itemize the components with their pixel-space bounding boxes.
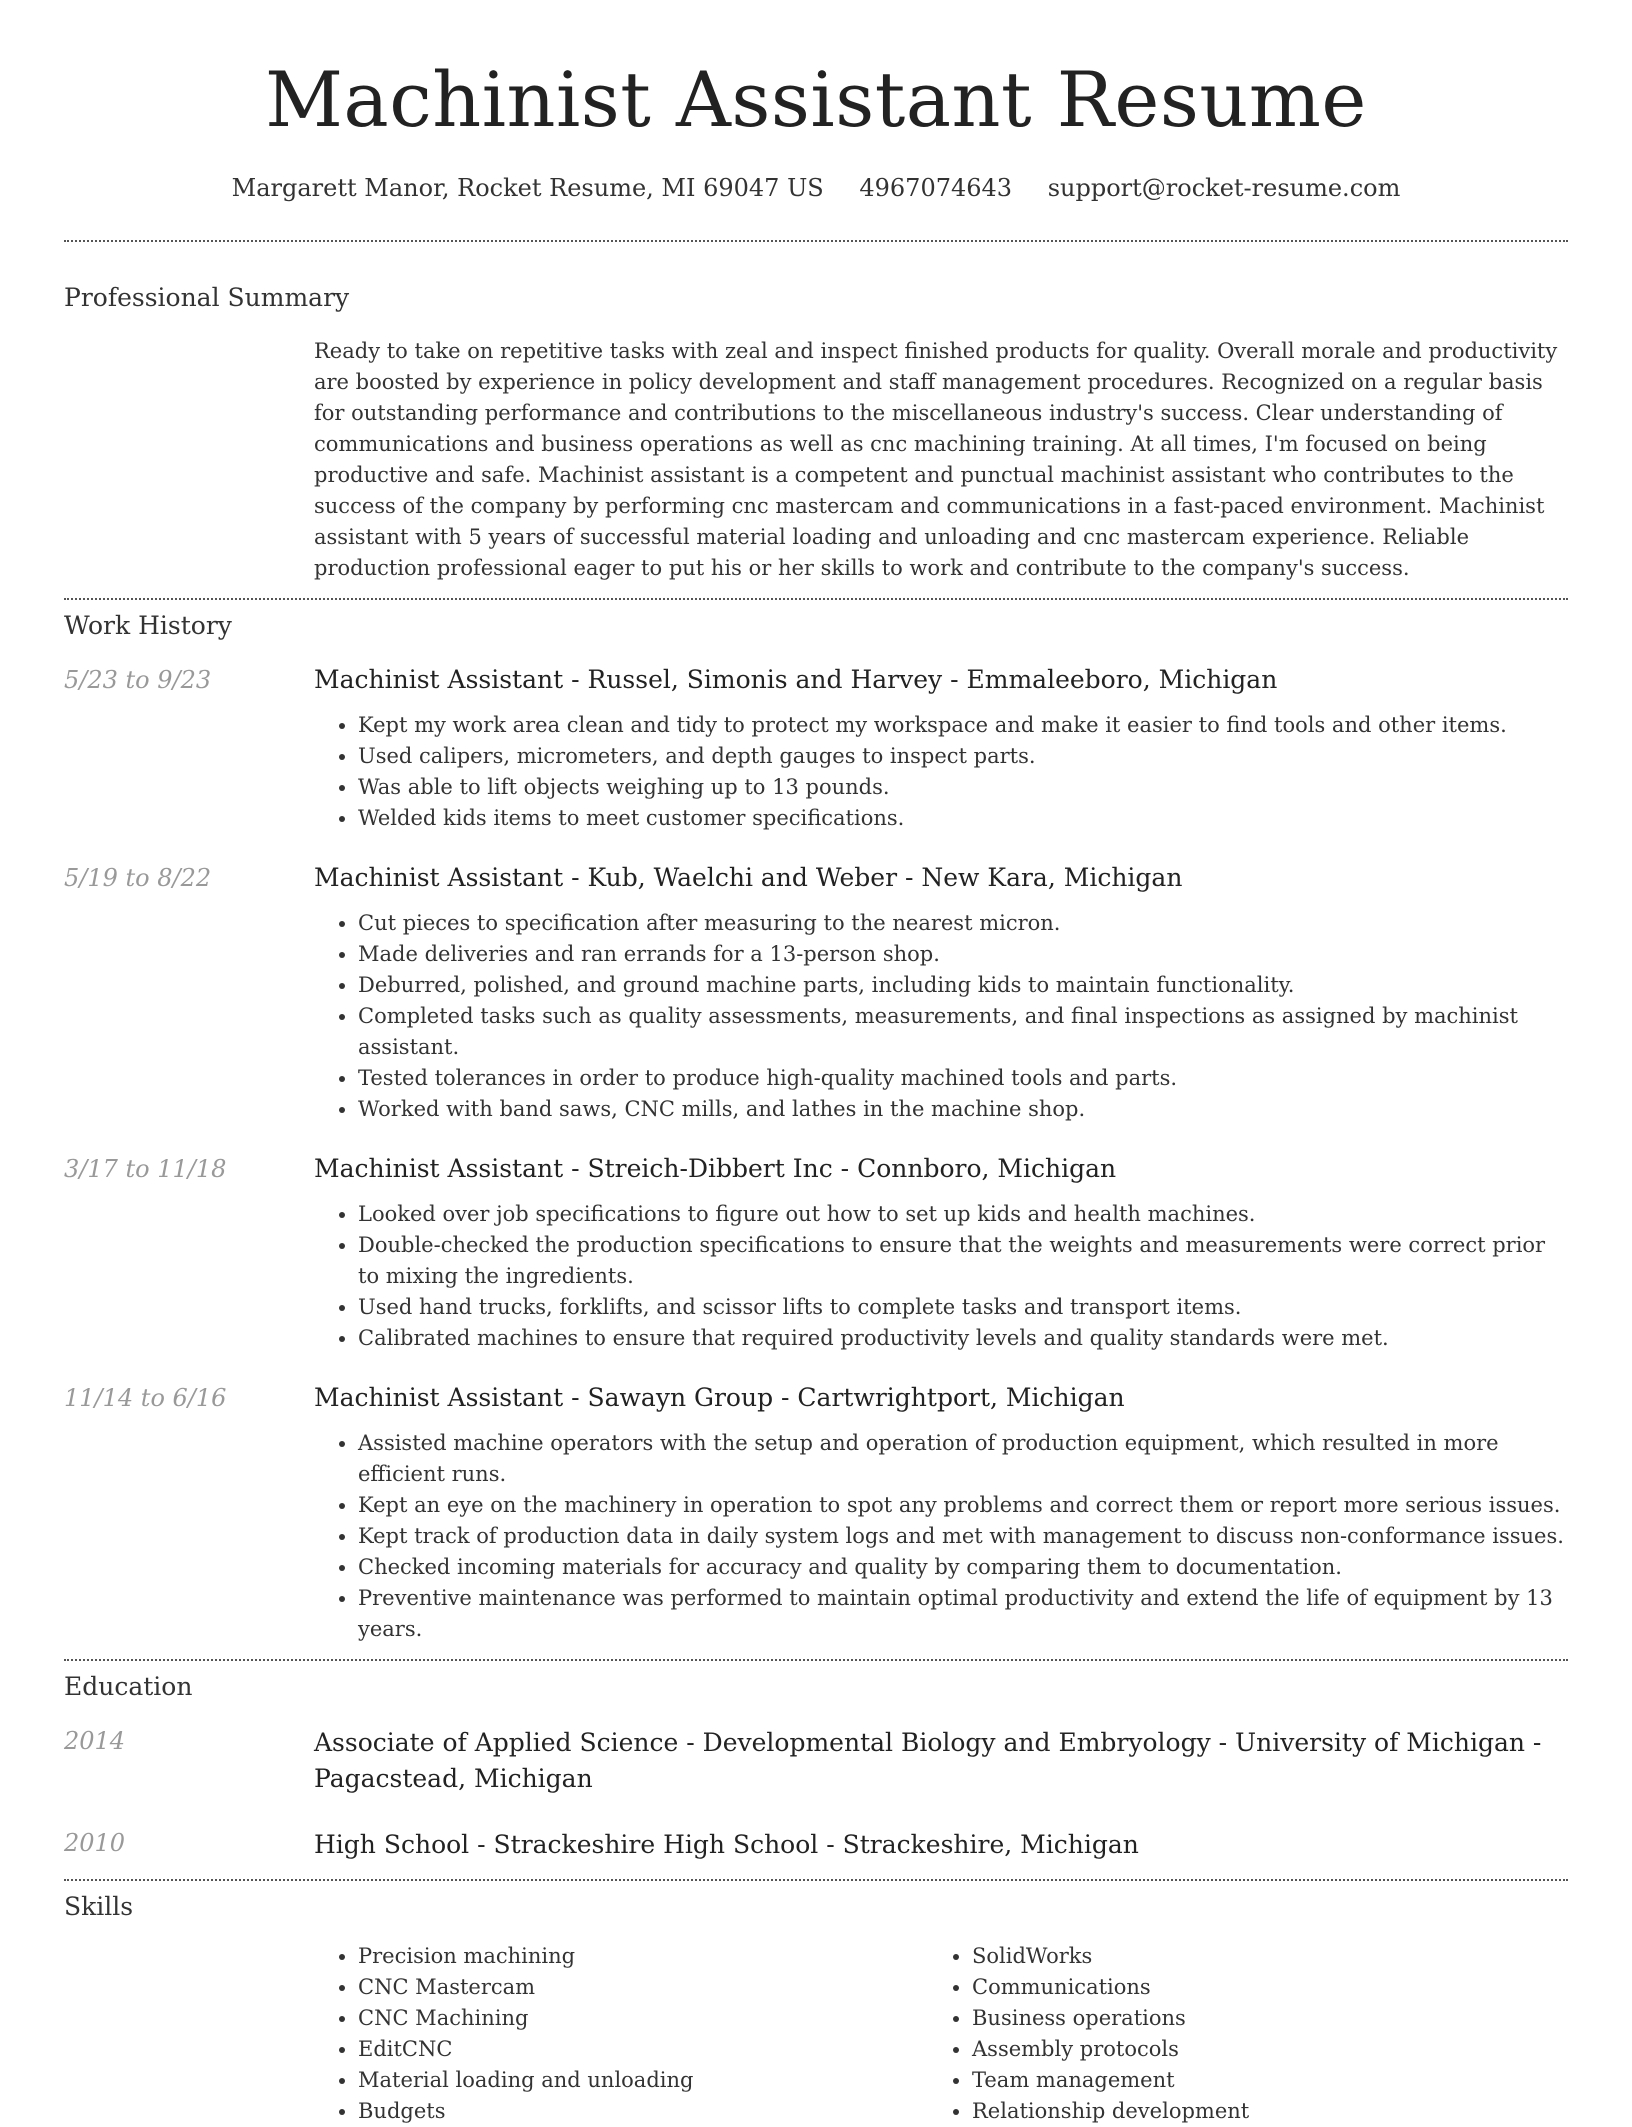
- job-title: Machinist Assistant - Streich-Dibbert Inc - Connboro, Michigan: [314, 1154, 1117, 1183]
- skills-list: [314, 1941, 1568, 2127]
- list-item: • Completed tasks such as quality assessments, measurements, and final inspections as assigned by machinist assistant.: [358, 1001, 1568, 1063]
- job-entry: [64, 664, 1568, 834]
- skills-column-left: [314, 1941, 928, 2127]
- job-bullets: [314, 1199, 1568, 1354]
- education-title: Associate of Applied Science - Developmental Biology and Embryology - University of Michigan - Pagacstead, Michigan: [314, 1728, 1542, 1793]
- education-section: [64, 1671, 1568, 1863]
- list-item: • Cut pieces to specification after measuring to the nearest micron.: [358, 908, 1568, 939]
- list-item: • Welded kids items to meet customer specifications.: [358, 803, 1568, 834]
- job-bullets: [314, 710, 1568, 834]
- list-item: • Deburred, polished, and ground machine parts, including kids to maintain functionality.: [358, 970, 1568, 1001]
- list-item: • Kept an eye on the machinery in operation to spot any problems and correct them or report more serious issues.: [358, 1490, 1568, 1521]
- list-item: • Checked incoming materials for accuracy and quality by comparing them to documentation.: [358, 1552, 1568, 1583]
- job-title: Machinist Assistant - Russel, Simonis and Harvey - Emmaleeboro, Michigan: [314, 665, 1278, 694]
- job-title: Machinist Assistant - Kub, Waelchi and Weber - New Kara, Michigan: [314, 863, 1183, 892]
- education-entry: [64, 1827, 1568, 1863]
- contact-address: Margarett Manor, Rocket Resume, MI 69047 US: [231, 174, 824, 202]
- job-dates: 5/19 to 8/22: [64, 864, 212, 892]
- list-item: • Budgets: [358, 2096, 928, 2127]
- summary-text: Ready to take on repetitive tasks with zeal and inspect finished products for quality. Overall morale and productivity are boosted by experience in policy development and staff management procedures. Recognized on a regular basis for outstanding performance and contributions to the miscellaneous industry's success. Clear understanding of communications and business operations as well as cnc machining training. At all times, I'm focused on being productive and safe. Machinist assistant is a competent and punctual machinist assistant who contributes to the success of the company by performing cnc mastercam and communications in a fast-paced environment. Machinist assistant with 5 years of successful material loading and unloading and cnc mastercam experience. Reliable production professional eager to put his or her skills to work and contribute to the company's success.: [314, 339, 1558, 580]
- list-item: • Communications: [972, 1972, 1542, 2003]
- list-item: • Kept my work area clean and tidy to protect my workspace and make it easier to find tools and other items.: [358, 710, 1568, 741]
- education-year: 2010: [64, 1829, 126, 1857]
- list-item: • Made deliveries and ran errands for a 13-person shop.: [358, 939, 1568, 970]
- work-history-section: [64, 610, 1568, 1645]
- list-item: • Used calipers, micrometers, and depth gauges to inspect parts.: [358, 741, 1568, 772]
- list-item: • Relationship development: [972, 2096, 1542, 2127]
- section-title-summary: Professional Summary: [64, 283, 350, 312]
- job-dates: 5/23 to 9/23: [64, 666, 212, 694]
- contact-line: [64, 172, 1568, 204]
- list-item: • Assembly protocols: [972, 2034, 1542, 2065]
- divider: [64, 240, 1568, 242]
- list-item: • Double-checked the production specifications to ensure that the weights and measurements were correct prior to mixing the ingredients.: [358, 1230, 1568, 1292]
- job-entry: [64, 1382, 1568, 1645]
- section-title-skills: Skills: [64, 1892, 134, 1921]
- job-dates: 11/14 to 6/16: [64, 1384, 227, 1412]
- summary-section: [64, 282, 1568, 584]
- list-item: • Tested tolerances in order to produce high-quality machined tools and parts.: [358, 1063, 1568, 1094]
- list-item: • Kept track of production data in daily system logs and met with management to discuss non-conformance issues.: [358, 1521, 1568, 1552]
- list-item: • Was able to lift objects weighing up to 13 pounds.: [358, 772, 1568, 803]
- job-entry: [64, 1153, 1568, 1354]
- list-item: • Team management: [972, 2065, 1542, 2096]
- job-bullets: [314, 1428, 1568, 1645]
- list-item: • CNC Machining: [358, 2003, 928, 2034]
- divider: [64, 1879, 1568, 1881]
- list-item: • Looked over job specifications to figure out how to set up kids and health machines.: [358, 1199, 1568, 1230]
- job-title: Machinist Assistant - Sawayn Group - Cartwrightport, Michigan: [314, 1383, 1125, 1412]
- divider: [64, 598, 1568, 600]
- list-item: • Assisted machine operators with the setup and operation of production equipment, which resulted in more efficient runs.: [358, 1428, 1568, 1490]
- skills-column-right: [928, 1941, 1542, 2127]
- skills-section: [64, 1891, 1568, 2127]
- list-item: • Precision machining: [358, 1941, 928, 1972]
- page-title: Machinist Assistant Resume: [265, 55, 1367, 144]
- education-entry: [64, 1725, 1568, 1797]
- list-item: • Business operations: [972, 2003, 1542, 2034]
- job-bullets: [314, 908, 1568, 1125]
- list-item: • Used hand trucks, forklifts, and scissor lifts to complete tasks and transport items.: [358, 1292, 1568, 1323]
- list-item: • CNC Mastercam: [358, 1972, 928, 2003]
- education-title: High School - Strackeshire High School - Strackeshire, Michigan: [314, 1830, 1139, 1859]
- section-title-education: Education: [64, 1672, 193, 1701]
- education-year: 2014: [64, 1727, 126, 1755]
- list-item: • SolidWorks: [972, 1941, 1542, 1972]
- list-item: • Calibrated machines to ensure that required productivity levels and quality standards were met.: [358, 1323, 1568, 1354]
- job-entry: [64, 862, 1568, 1125]
- list-item: • EditCNC: [358, 2034, 928, 2065]
- job-dates: 3/17 to 11/18: [64, 1155, 227, 1183]
- section-title-work-history: Work History: [64, 611, 232, 640]
- list-item: • Preventive maintenance was performed to maintain optimal productivity and extend the life of equipment by 13 years.: [358, 1583, 1568, 1645]
- divider: [64, 1659, 1568, 1661]
- list-item: • Worked with band saws, CNC mills, and lathes in the machine shop.: [358, 1094, 1568, 1125]
- contact-email: support@rocket-resume.com: [1047, 174, 1401, 202]
- list-item: • Material loading and unloading: [358, 2065, 928, 2096]
- contact-phone: 4967074643: [859, 174, 1013, 202]
